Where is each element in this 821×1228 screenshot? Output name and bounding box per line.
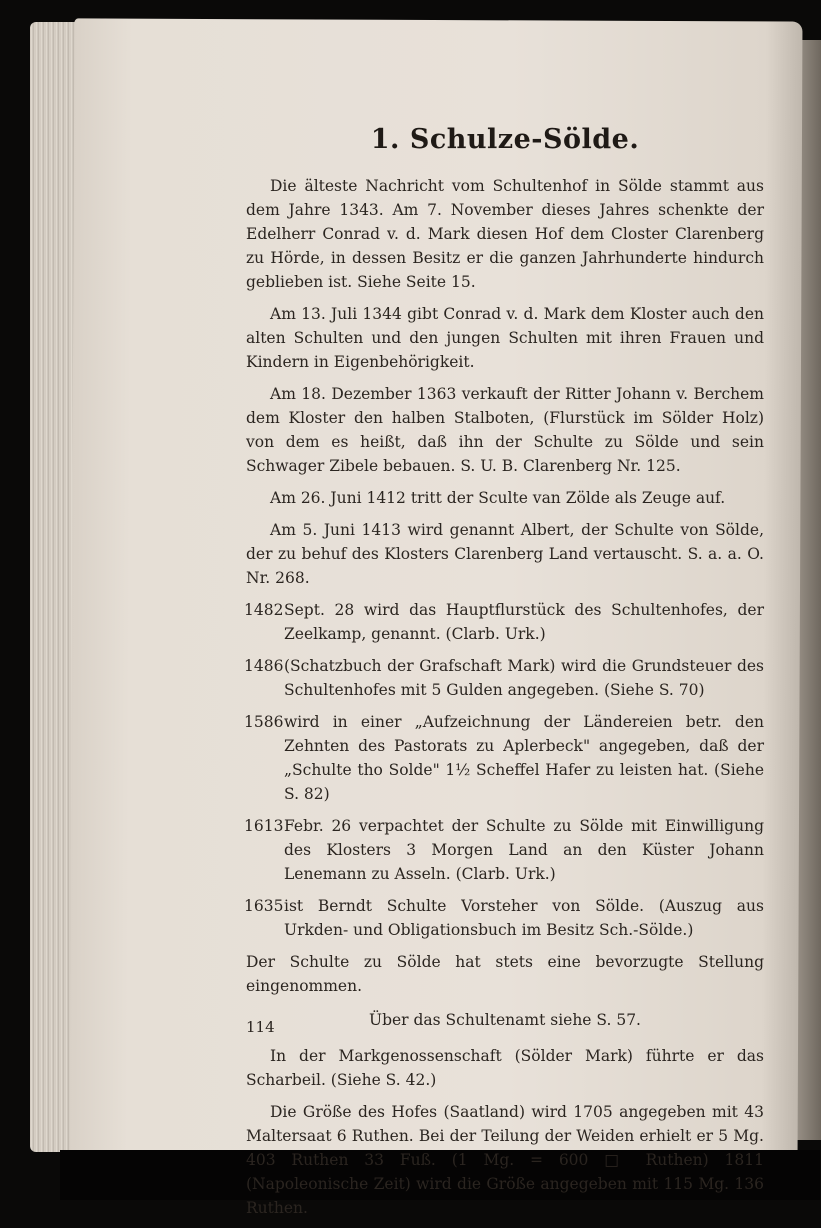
entry-1635 [244,894,764,942]
entry-year: 1486 [244,657,284,675]
entry-1586 [244,710,764,806]
page-content [244,124,764,1228]
entry-year: 1613 [244,817,284,835]
entry-1613 [244,814,764,886]
paragraph-6: Der Schulte zu Sölde hat stets eine bevorzugte Stellung eingenommen. [246,953,764,995]
paragraph-3: Am 18. Dezember 1363 verkauft der Ritter Johann v. Berchem dem Kloster den halben Stalboten, (Flurstück im Sölder Holz) von dem es heißt, daß ihn der Schulte zu Sölde und sein Schwager Zibele bebauen. S. U. B. Clarenberg Nr. 125. [246,385,764,475]
entry-1486 [244,654,764,702]
paragraph-7: Über das Schultenamt siehe S. 57. [369,1011,641,1029]
paragraph-1: Die älteste Nachricht vom Schultenhof in Sölde stammt aus dem Jahre 1343. Am 7. November dieses Jahres schenkte der Edelherr Conrad v. d. Mark diesen Hof dem Closter Clarenberg zu Hörde, in dessen Besitz er die ganzen Jahrhunderte hindurch geblieben ist. Siehe Seite 15. [246,177,764,291]
entry-text: ist Berndt Schulte Vorsteher von Sölde. (Auszug aus Urkden- und Obligationsbuch im Besitz Sch.-Sölde.) [284,897,764,939]
entry-text: Febr. 26 verpachtet der Schulte zu Sölde mit Einwilligung des Klosters 3 Morgen Land an den Küster Johann Lenemann zu Asseln. (Clarb. Urk.) [284,817,764,883]
paragraph-5: Am 5. Juni 1413 wird genannt Albert, der Schulte von Sölde, der zu behuf des Klosters Clarenberg Land vertauscht. S. a. a. O. Nr. 268. [246,521,764,587]
page-number: 114 [246,1018,275,1036]
entry-text: Sept. 28 wird das Hauptflurstück des Schultenhofes, der Zeelkamp, genannt. (Clarb. Urk.) [284,601,764,643]
paragraph-4: Am 26. Juni 1412 tritt der Sculte van Zölde als Zeuge auf. [270,489,726,507]
entry-text: wird in einer „Aufzeichnung der Ländereien betr. den Zehnten des Pastorats zu Aplerbeck" angegeben, daß der „Schulte tho Solde" 1½ Scheffel Hafer zu leisten hat. (Siehe S. 82) [284,713,764,803]
entry-text: (Schatzbuch der Grafschaft Mark) wird die Grundsteuer des Schultenhofes mit 5 Gulden angegeben. (Siehe S. 70) [284,657,764,699]
paragraph-9: Die Größe des Hofes (Saatland) wird 1705 angegeben mit 43 Maltersaat 6 Ruthen. Bei der Teilung der Weiden erhielt er 5 Mg. 403 Ruthen 33 Fuß. (1 Mg. = 600 □ Ruthen) 1811 (Napoleonische Zeit) wird die Größe angegeben mit 115 Mg. 136 Ruthen. [246,1103,764,1217]
entry-year: 1635 [244,897,284,915]
entry-1482 [244,598,764,646]
chapter-title: 1. Schulze-Sölde. [370,124,640,155]
entry-year: 1482 [244,601,284,619]
entry-year: 1586 [244,713,284,731]
paragraph-2: Am 13. Juli 1344 gibt Conrad v. d. Mark dem Kloster auch den alten Schulten und den jungen Schulten mit ihren Frauen und Kindern in Eigenbehörigkeit. [246,305,764,371]
paragraph-8: In der Markgenossenschaft (Sölder Mark) führte er das Scharbeil. (Siehe S. 42.) [246,1047,764,1089]
